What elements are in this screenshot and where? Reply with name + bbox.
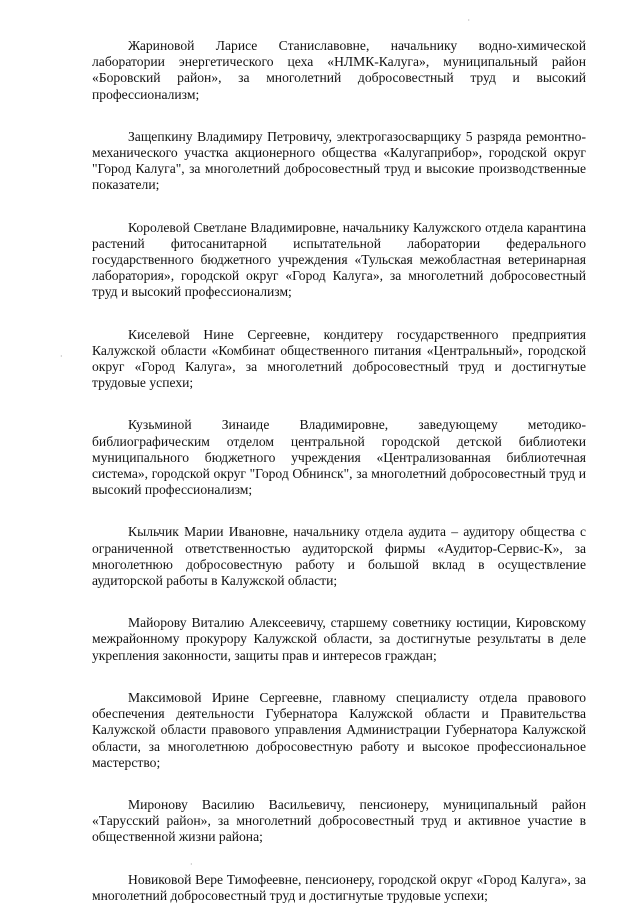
award-paragraph: Максимовой Ирине Сергеевне, главному специалисту отдела правового обеспечения деятельности Губернатора Калужской области и Правительства Калужской области правового управления Администрации Губернатора Калужской области, за многолетнюю добросовестную работу и высокое профессиональное мастерство;: [92, 689, 586, 770]
award-paragraph: Кузьминой Зинаиде Владимировне, заведующему методико-библиографическим отделом центральной городской детской библиотеки муниципального бюджетного учреждения «Централизованная библиотечная система», городской округ "Город Обнинск", за многолетний добросовестный труд и высокий профессионализм;: [92, 417, 586, 498]
award-paragraph: Майорову Виталию Алексеевичу, старшему советнику юстиции, Кировскому межрайонному прокурору Калужской области, за достигнутые результаты в деле укрепления законности, защиты прав и интересов граждан;: [92, 615, 586, 663]
scan-speck: ·: [190, 860, 193, 869]
award-paragraph: Жариновой Ларисе Станиславовне, начальнику водно-химической лаборатории энергетического цеха «НЛМК-Калуга», муниципальный район «Боровский район», за многолетний добросовестный труд и высокий профессионализм;: [92, 38, 586, 102]
award-paragraph: Королевой Светлане Владимировне, начальнику Калужского отдела карантина растений фитосанитарной испытательной лаборатории федерального государственного бюджетного учреждения «Тульская межобластная ветеринарная лаборатория», городской округ «Город Калуга», за многолетний добросовестный труд и высокий профессионализм;: [92, 219, 586, 300]
award-list: [92, 38, 586, 904]
award-paragraph: Кыльчик Марии Ивановне, начальнику отдела аудита – аудитору общества с ограниченной ответственностью аудиторской фирмы «Аудитор-Сервис-К», за многолетнюю добросовестную работу и большой вклад в осуществление аудиторской работы в Калужской области;: [92, 524, 586, 589]
award-paragraph: Новиковой Вере Тимофеевне, пенсионеру, городской округ «Город Калуга», за многолетний добросовестный труд и достигнутые трудовые успехи;: [92, 871, 586, 903]
award-paragraph: Миронову Василию Васильевичу, пенсионеру, муниципальный район «Тарусский район», за многолетний добросовестный труд и активное участие в общественной жизни района;: [92, 796, 586, 845]
award-paragraph: Киселевой Нине Сергеевне, кондитеру государственного предприятия Калужской области «Комбинат общественного питания «Центральный», городской округ «Город Калуга», за многолетний добросовестный труд и достигнутые трудовые успехи;: [92, 326, 586, 391]
scan-speck: ·: [60, 352, 63, 361]
scan-speck: ·: [467, 16, 470, 25]
award-paragraph: Защепкину Владимиру Петровичу, электрогазосварщику 5 разряда ремонтно-механического участка акционерного общества «Калугаприбор», городской округ "Город Калуга", за многолетний добросовестный труд и высокие производственные показатели;: [92, 128, 586, 193]
